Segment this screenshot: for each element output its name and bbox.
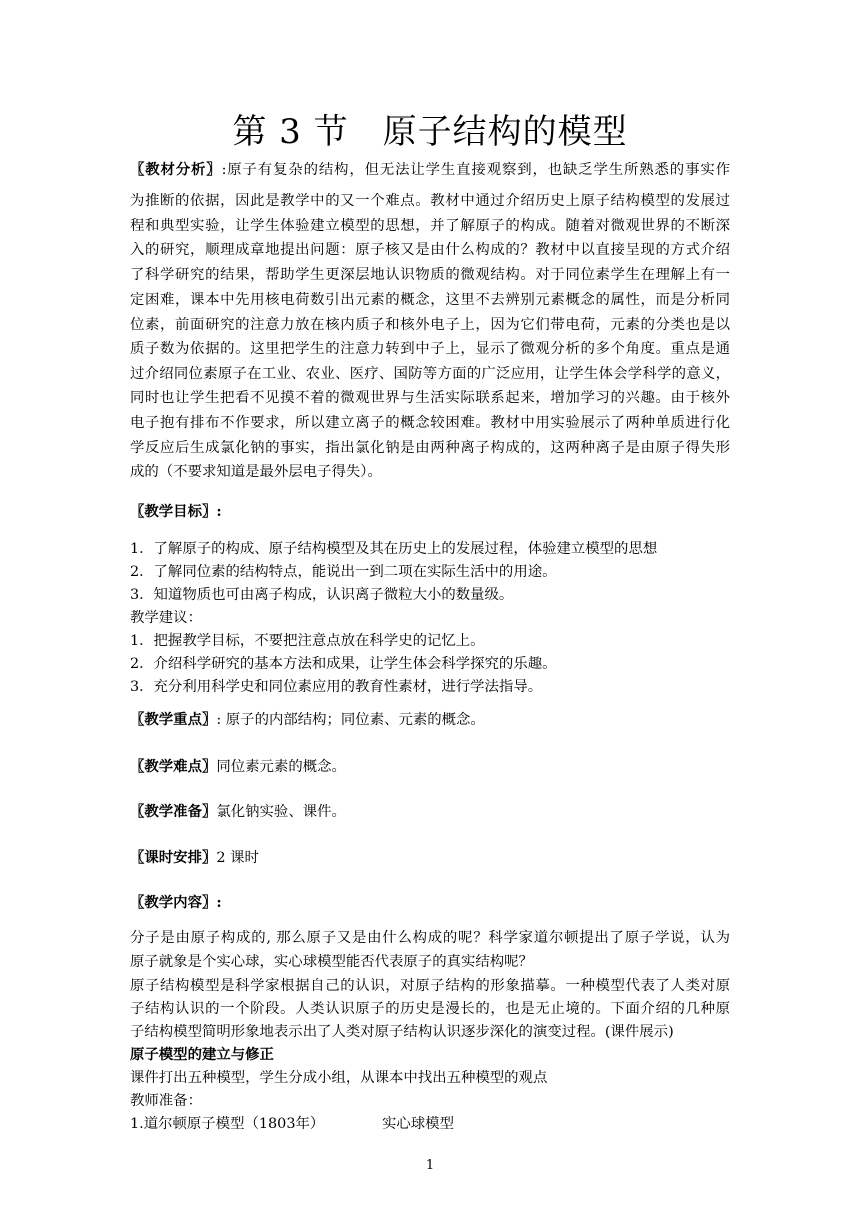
content-line: 子结构模型简明形象地表示出了人类对原子结构认识逐步深化的演变过程。(课件展示)	[130, 1024, 674, 1040]
content-label: 〖教学内容〗:	[130, 894, 222, 911]
content-line: 教师准备：	[130, 1093, 202, 1109]
content-line: 课件打出五种模型，学生分成小组，从课本中找出五种模型的观点	[130, 1070, 548, 1086]
difficult-points-label: 〖教学难点〗	[130, 758, 217, 775]
content-subheading: 原子模型的建立与修正	[130, 1046, 274, 1063]
model-item-desc: 实心球模型	[382, 1116, 454, 1132]
suggestion-item: 3．充分利用科学史和同位素应用的教育性素材，进行学法指导。	[130, 679, 543, 695]
analysis-line-10: 同时也让学生把看不见摸不着的微观世界与生活实际联系起来，增加学习的兴趣。由于核外	[130, 390, 730, 406]
analysis-line-7: 位素，前面研究的注意力放在核内质子和核外电子上，因为它们带电荷，元素的分类也是以	[130, 317, 730, 333]
content-line: 分子是由原子构成的, 那么原子又是由什么构成的呢？科学家道尔顿提出了原子学说，认为	[130, 930, 730, 946]
objective-item: 1．了解原子的构成、原子结构模型及其在历史上的发展过程，体验建立模型的思想	[130, 541, 658, 557]
preparation: 〖教学准备〗氯化钠实验、课件。	[130, 803, 346, 820]
analysis-line-2: 为推断的依据，因此是教学中的又一个难点。教材中通过介绍历史上原子结构模型的发展过	[130, 193, 730, 209]
title-text: 原子结构的模型	[382, 112, 628, 152]
suggestion-item: 1．把握教学目标，不要把注意点放在科学史的记忆上。	[130, 633, 485, 649]
objective-item: 2．了解同位素的结构特点，能说出一到二项在实际生活中的用途。	[130, 564, 557, 580]
content-line: 原子就象是个实心球，实心球模型能否代表原子的真实结构呢？	[130, 954, 533, 970]
analysis-line-11: 电子抱有排布不作要求，所以建立离子的概念较困难。教材中用实验展示了两种单质进行化	[130, 415, 730, 431]
page-number: 1	[425, 1158, 435, 1173]
preparation-label: 〖教学准备〗	[130, 803, 217, 820]
schedule: 〖课时安排〗2 课时	[130, 849, 259, 866]
analysis-label: 〖教材分析〗	[130, 161, 222, 178]
page-title	[0, 104, 860, 153]
schedule-label: 〖课时安排〗	[130, 849, 217, 866]
analysis-line-6: 定困难，课本中先用核电荷数引出元素的概念，这里不去辨别元素概念的属性，而是分析同	[130, 292, 730, 308]
content-line: 原子结构模型是科学家根据自己的认识，对原子结构的形象描摹。一种模型代表了人类对原	[130, 978, 730, 994]
suggestions-label: 教学建议：	[130, 610, 202, 626]
content-line: 子结构认识的一个阶段。人类认识原子的历史是漫长的，也是无止境的。下面介绍的几种原	[130, 1001, 730, 1017]
analysis-line-9: 过介绍同位素原子在工业、农业、医疗、国防等方面的广泛应用，让学生体会学科学的意义，	[130, 366, 730, 382]
objectives-label: 〖教学目标〗:	[130, 503, 222, 520]
analysis-line-1: 〖教材分析〗:原子有复杂的结构，但无法让学生直接观察到，也缺乏学生所熟悉的事实作	[130, 161, 730, 178]
key-points-label: 〖教学重点〗	[130, 711, 217, 728]
analysis-line-12: 学反应后生成氯化钠的事实，指出氯化钠是由两种离子构成的，这两种离子是由原子得失形	[130, 440, 730, 456]
objective-item: 3．知道物质也可由离子构成，认识离子微粒大小的数量级。	[130, 587, 514, 603]
model-item-name: 1.道尔顿原子模型（1803年）	[130, 1116, 325, 1132]
title-section-number: 第 3 节	[232, 112, 349, 152]
suggestion-item: 2．介绍科学研究的基本方法和成果，让学生体会科学探究的乐趣。	[130, 656, 557, 672]
difficult-points: 〖教学难点〗同位素元素的概念。	[130, 758, 346, 775]
key-points: 〖教学重点〗: 原子的内部结构；同位素、元素的概念。	[130, 711, 485, 728]
analysis-line-13: 成的（不要求知道是最外层电子得失）。	[130, 464, 382, 480]
analysis-line-8: 质子数为依据的。这里把学生的注意力转到中子上，显示了微观分析的多个角度。重点是通	[130, 341, 730, 357]
analysis-line-3: 程和典型实验，让学生体验建立模型的思想，并了解原子的构成。随着对微观世界的不断深	[130, 218, 730, 234]
analysis-line-5: 了科学研究的结果，帮助学生更深层地认识物质的微观结构。对于同位素学生在理解上有一	[130, 267, 730, 283]
analysis-line-4: 入的研究，顺理成章地提出问题：原子核又是由什么构成的？教材中以直接呈现的方式介绍	[130, 242, 730, 258]
